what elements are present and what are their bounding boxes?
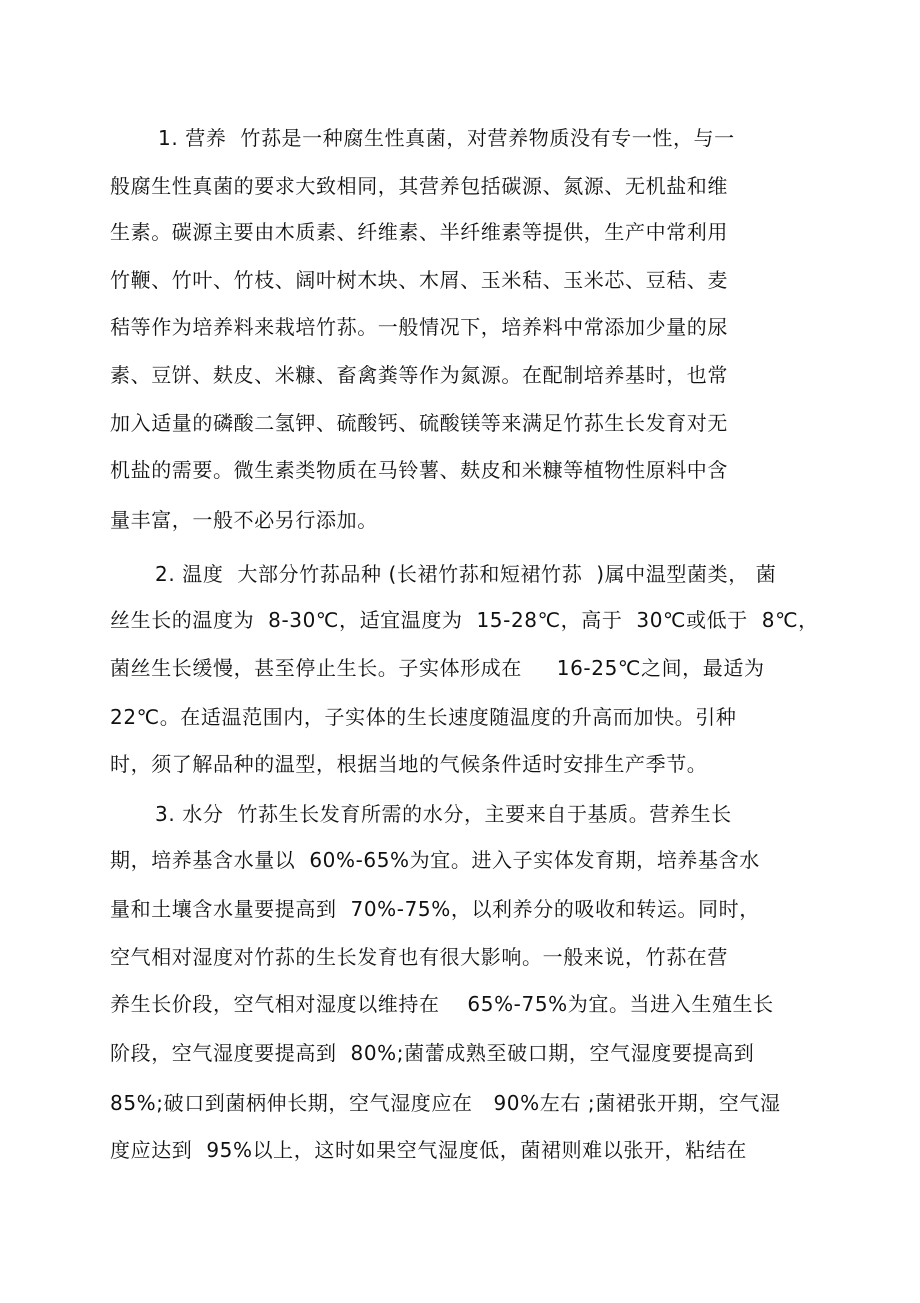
- paragraph-line: 2. 温度 大部分竹荪品种 (长裙竹荪和短裙竹荪 )属中温型菌类， 菌: [155, 562, 777, 586]
- paragraph-line: 素、豆饼、麸皮、米糠、畜禽粪等作为氮源。在配制培养基时，也常: [110, 363, 728, 387]
- paragraph-line: 22℃。在适温范围内，子实体的生长速度随温度的升高而加快。引种: [110, 705, 737, 729]
- paragraph-line: 秸等作为培养料来栽培竹荪。一般情况下，培养料中常添加少量的尿: [110, 315, 728, 339]
- paragraph-line: 量和土壤含水量要提高到 70%-75%，以利养分的吸收和转运。同时，: [110, 897, 760, 921]
- paragraph-line: 时，须了解品种的温型，根据当地的气候条件适时安排生产季节。: [110, 752, 708, 776]
- paragraph-line: 阶段，空气湿度要提高到 80%;菌蕾成熟至破口期，空气湿度要提高到: [110, 1041, 755, 1065]
- paragraph-line: 度应达到 95%以上，这时如果空气湿度低，菌裙则难以张开，粘结在: [110, 1138, 747, 1162]
- paragraph-line: 机盐的需要。微生素类物质在马铃薯、麸皮和米糠等植物性原料中含: [110, 458, 728, 482]
- paragraph-line: 1. 营养 竹荪是一种腐生性真菌，对营养物质没有专一性，与一: [158, 126, 735, 150]
- paragraph-line: 般腐生性真菌的要求大致相同，其营养包括碳源、氮源、无机盐和维: [110, 174, 728, 198]
- paragraph-line: 加入适量的磷酸二氢钾、硫酸钙、硫酸镁等来满足竹荪生长发育对无: [110, 411, 728, 435]
- paragraph-line: 丝生长的温度为 8-30℃，适宜温度为 15-28℃，高于 30℃或低于 8℃，: [110, 608, 819, 632]
- paragraph-line: 期，培养基含水量以 60%-65%为宜。进入子实体发育期，培养基含水: [110, 848, 760, 872]
- paragraph-line: 竹鞭、竹叶、竹枝、阔叶树木块、木屑、玉米秸、玉米芯、豆秸、麦: [110, 268, 728, 292]
- paragraph-line: 菌丝生长缓慢，甚至停止生长。子实体形成在 16-25℃之间，最适为: [110, 656, 765, 680]
- paragraph-line: 空气相对湿度对竹荪的生长发育也有很大影响。一般来说，竹荪在营: [110, 945, 728, 969]
- paragraph-line: 量丰富，一般不必另行添加。: [110, 508, 378, 532]
- paragraph-line: 生素。碳源主要由木质素、纤维素、半纤维素等提供，生产中常利用: [110, 220, 728, 244]
- paragraph-line: 养生长价段，空气相对湿度以维持在 65%-75%为宜。当进入生殖生长: [110, 992, 774, 1016]
- paragraph-line: 85%;破口到菌柄伸长期，空气湿度应在 90%左右 ;菌裙张开期，空气湿: [110, 1091, 781, 1115]
- paragraph-line: 3. 水分 竹荪生长发育所需的水分，主要来自于基质。营养生长: [155, 802, 732, 826]
